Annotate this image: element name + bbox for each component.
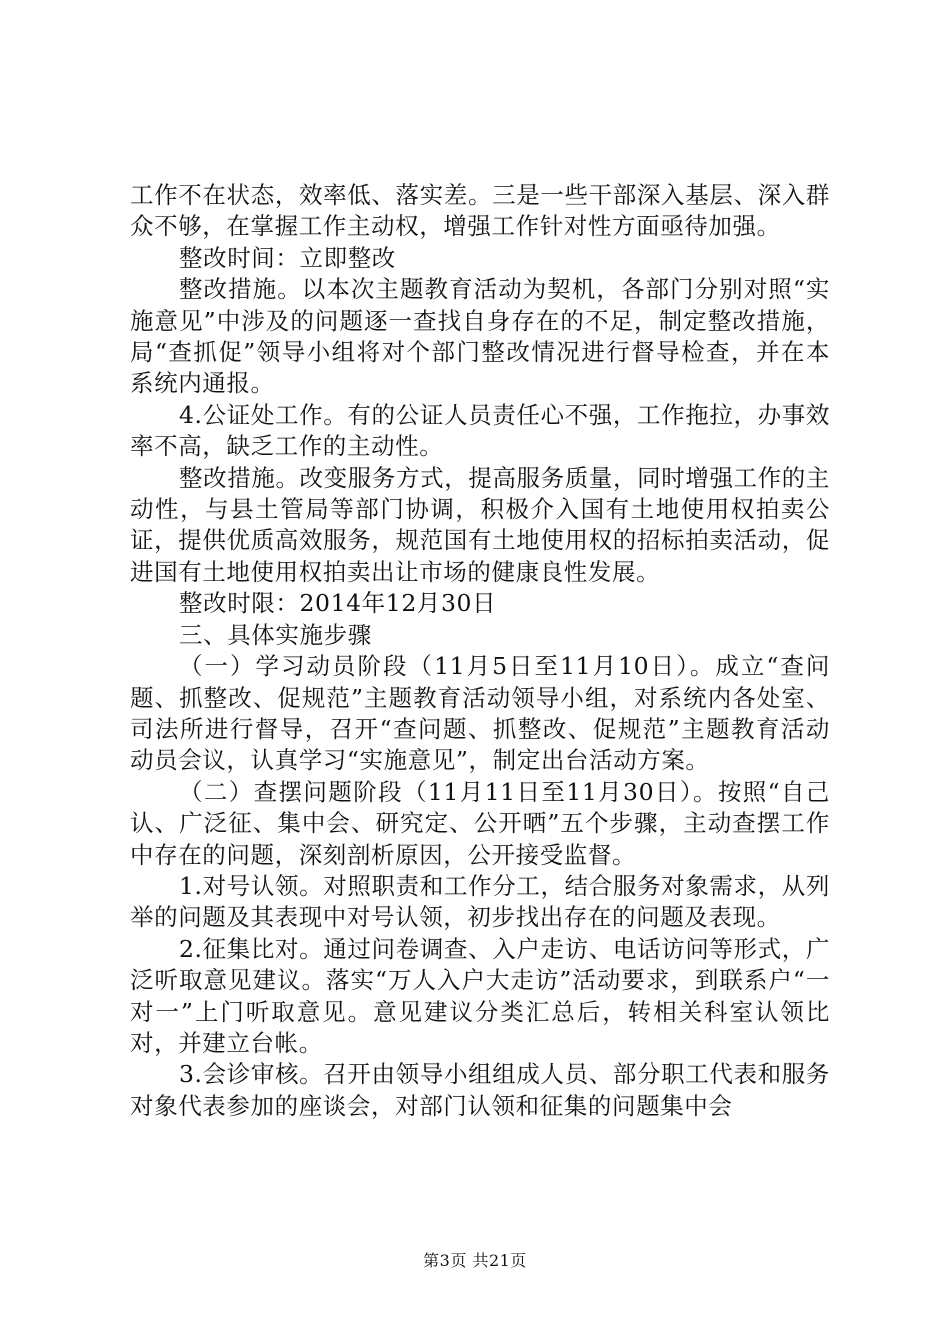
document-body xyxy=(130,180,830,1122)
paragraph-stage-1: （一）学习动员阶段（11月5日至11月10日）。成立“查问题、抓整改、促规范”主题教育活动领导小组，对系统内各处室、司法所进行督导，召开“查问题、抓整改、促规范”主题教育活动动员会议，认真学习“实施意见”，制定出台活动方案。 xyxy=(130,652,830,775)
paragraph-step-3: 3.会诊审核。召开由领导小组组成人员、部分职工代表和服务对象代表参加的座谈会，对部门认领和征集的问题集中会 xyxy=(130,1060,830,1120)
page-number-footer: 第3页 共21页 xyxy=(423,1251,527,1270)
paragraph-rectification-measures-1: 整改措施。以本次主题教育活动为契机，各部门分别对照“实施意见”中涉及的问题逐一查找自身存在的不足，制定整改措施，局“查抓促”领导小组将对个部门整改情况进行督导检查，并在本系统内通报。 xyxy=(130,275,830,398)
paragraph-rectification-deadline: 整改时限：2014年12月30日 xyxy=(179,589,497,618)
section-heading-steps: 三、具体实施步骤 xyxy=(179,620,372,649)
paragraph-notary-office: 4.公证处工作。有的公证人员责任心不强，工作拖拉，办事效率不高，缺乏工作的主动性。 xyxy=(130,400,830,461)
paragraph-stage-2: （二）查摆问题阶段（11月11日至11月30日）。按照“自己认、广泛征、集中会、研究定、公开晒”五个步骤，主动查摆工作中存在的问题，深刻剖析原因，公开接受监督。 xyxy=(130,777,830,869)
paragraph-step-2: 2.征集比对。通过问卷调查、入户走访、电话访问等形式，广泛听取意见建议。落实“万人入户大走访”活动要求，到联系户“一对一”上门听取意见。意见建议分类汇总后，转相关科室认领比对，并建立台帐。 xyxy=(130,934,830,1057)
paragraph-continued: 工作不在状态，效率低、落实差。三是一些干部深入基层、深入群众不够，在掌握工作主动权，增强工作针对性方面亟待加强。 xyxy=(130,181,830,241)
paragraph-step-1: 1.对号认领。对照职责和工作分工，结合服务对象需求，从列举的问题及其表现中对号认领，初步找出存在的问题及表现。 xyxy=(130,871,830,932)
paragraph-rectification-measures-2: 整改措施。改变服务方式，提高服务质量，同时增强工作的主动性，与县土管局等部门协调，积极介入国有土地使用权拍卖公证，提供优质高效服务，规范国有土地使用权的招标拍卖活动，促进国有土地使用权拍卖出让市场的健康良性发展。 xyxy=(130,463,830,586)
paragraph-rectification-time: 整改时间：立即整改 xyxy=(179,243,396,272)
